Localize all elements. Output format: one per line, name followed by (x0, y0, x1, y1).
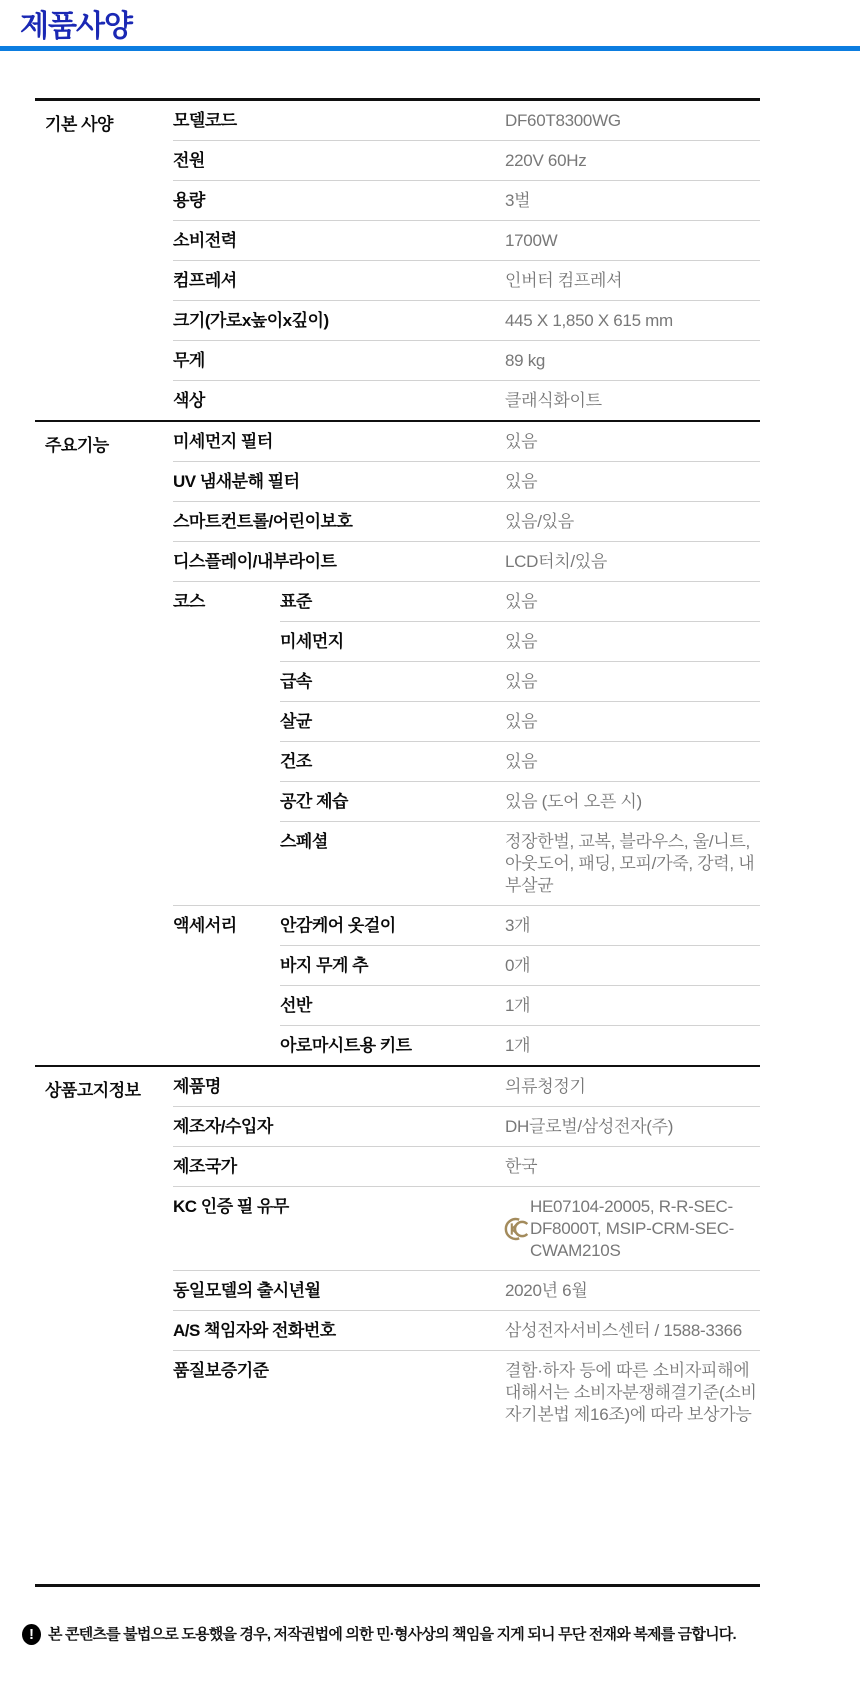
title-underline (0, 46, 860, 51)
spec-row (173, 581, 760, 905)
spec-row (173, 1310, 760, 1350)
copyright-notice-text: 본 콘텐츠를 불법으로 도용했을 경우, 저작권법에 의한 민·형사상의 책임을 지게 되니 무단 전재와 복제를 금합니다. (48, 1625, 736, 1643)
subrow-label: 미세먼지 (280, 631, 344, 651)
section-title: 주요기능 (45, 436, 109, 455)
sub-rows (280, 582, 760, 905)
row-label: 컴프레셔 (173, 270, 237, 290)
subrow-label: 아로마시트용 키트 (280, 1035, 412, 1055)
row-label: 스마트컨트롤/어린이보호 (173, 511, 353, 531)
spec-row (173, 220, 760, 260)
row-label: 제조자/수입자 (173, 1116, 273, 1136)
row-label: 무게 (173, 350, 205, 370)
row-value: 89 kg (505, 350, 546, 370)
row-value: 있음 (505, 431, 538, 451)
spec-section (35, 1065, 760, 1584)
spec-row (173, 905, 760, 1065)
row-value: 1700W (505, 230, 558, 250)
subrow-value: 있음 (505, 671, 538, 691)
spec-subrow (280, 621, 760, 661)
spec-table (35, 98, 760, 1587)
spec-subrow (280, 985, 760, 1025)
subrow-label: 살균 (280, 711, 312, 731)
subrow-label: 급속 (280, 671, 312, 691)
subrow-value: 1개 (505, 1035, 531, 1055)
spec-subrow (280, 781, 760, 821)
spec-row (173, 380, 760, 420)
spec-subrow (280, 1025, 760, 1065)
spec-row (173, 1186, 760, 1270)
spec-row (173, 541, 760, 581)
page-title: 제품사양 (20, 10, 132, 43)
spec-row (173, 1270, 760, 1310)
spec-subrow (280, 906, 760, 945)
row-label: 용량 (173, 190, 205, 210)
kc-certification-numbers: HE07104-20005, R-R-SEC-DF8000T, MSIP-CRM-SEC-CWAM210S (530, 1196, 735, 1260)
row-label: 동일모델의 출시년월 (173, 1280, 321, 1300)
section-title: 기본 사양 (45, 115, 113, 134)
spec-row (173, 1146, 760, 1186)
row-label: 코스 (173, 591, 205, 611)
subrow-value: 있음 (도어 오픈 시) (505, 791, 642, 811)
row-label: A/S 책임자와 전화번호 (173, 1320, 336, 1340)
row-label: 소비전력 (173, 230, 237, 250)
row-value: LCD터치/있음 (505, 551, 608, 571)
spec-subrow (280, 821, 760, 905)
subrow-value: 3개 (505, 915, 531, 935)
spec-row (173, 260, 760, 300)
section-rows (173, 101, 760, 420)
subrow-value: 있음 (505, 631, 538, 651)
row-value: 삼성전자서비스센터 / 1588-3366 (505, 1320, 742, 1340)
spec-subrow (280, 661, 760, 701)
spec-section (35, 420, 760, 1065)
subrow-label: 바지 무게 추 (280, 955, 369, 975)
row-value: 클래식화이트 (505, 390, 602, 410)
row-label: 미세먼지 필터 (173, 431, 273, 451)
row-label: 색상 (173, 390, 205, 410)
subrow-label: 공간 제습 (280, 791, 348, 811)
row-value: 인버터 컴프레셔 (505, 270, 623, 290)
spec-row (173, 1350, 760, 1434)
row-value: 있음/있음 (505, 511, 574, 531)
subrow-value: 있음 (505, 711, 538, 731)
row-label: 품질보증기준 (173, 1360, 269, 1380)
row-value: DH글로벌/삼성전자(주) (505, 1116, 674, 1136)
row-value: 한국 (505, 1156, 538, 1176)
spec-section (35, 98, 760, 420)
spec-row (173, 1067, 760, 1106)
spec-row (173, 140, 760, 180)
sub-rows (280, 906, 760, 1065)
row-value: 결함·하자 등에 따른 소비자피해에 대해서는 소비자분쟁해결기준(소비자기본법 제16조)에 따라 보상가능 (505, 1360, 757, 1424)
row-label: 모델코드 (173, 110, 237, 130)
spec-row (173, 101, 760, 140)
spec-row (173, 422, 760, 461)
copyright-notice (22, 1624, 852, 1645)
spec-subrow (280, 582, 760, 621)
page-header (0, 0, 860, 51)
row-value: 220V 60Hz (505, 150, 587, 170)
spec-row (173, 1106, 760, 1146)
subrow-label: 선반 (280, 995, 312, 1015)
section-title: 상품고지정보 (45, 1081, 141, 1100)
subrow-value: 있음 (505, 591, 538, 611)
row-value: 2020년 6월 (505, 1280, 588, 1300)
subrow-label: 스페셜 (280, 831, 328, 851)
spec-row (173, 300, 760, 340)
spec-row (173, 340, 760, 380)
kc-certification-icon (503, 1216, 528, 1242)
exclamation-circle-icon: ! (22, 1624, 41, 1645)
spec-subrow (280, 945, 760, 985)
row-value: 3벌 (505, 190, 531, 210)
row-label: 제품명 (173, 1076, 221, 1096)
subrow-label: 건조 (280, 751, 312, 771)
row-label: 크기(가로x높이x깊이) (173, 310, 329, 330)
subrow-label: 표준 (280, 591, 312, 611)
spec-row (173, 180, 760, 220)
section-rows (173, 1067, 760, 1434)
row-value: 의류청정기 (505, 1076, 586, 1096)
row-label: KC 인증 필 유무 (173, 1196, 289, 1216)
subrow-value: 정장한벌, 교복, 블라우스, 울/니트, 아웃도어, 패딩, 모피/가죽, 강력, 내부살균 (505, 831, 755, 895)
subrow-value: 1개 (505, 995, 531, 1015)
row-label: UV 냄새분해 필터 (173, 471, 300, 491)
section-rows (173, 422, 760, 1065)
spec-subrow (280, 701, 760, 741)
row-value (505, 1196, 760, 1262)
spec-row (173, 501, 760, 541)
row-value: 있음 (505, 471, 538, 491)
spec-row (173, 461, 760, 501)
row-label: 제조국가 (173, 1156, 237, 1176)
subrow-label: 안감케어 옷걸이 (280, 915, 396, 935)
row-label: 액세서리 (173, 915, 237, 935)
row-value: 445 X 1,850 X 615 mm (505, 310, 673, 330)
spec-subrow (280, 741, 760, 781)
row-value: DF60T8300WG (505, 110, 621, 130)
row-label: 전원 (173, 150, 205, 170)
subrow-value: 0개 (505, 955, 531, 975)
row-label: 디스플레이/내부라이트 (173, 551, 337, 571)
subrow-value: 있음 (505, 751, 538, 771)
